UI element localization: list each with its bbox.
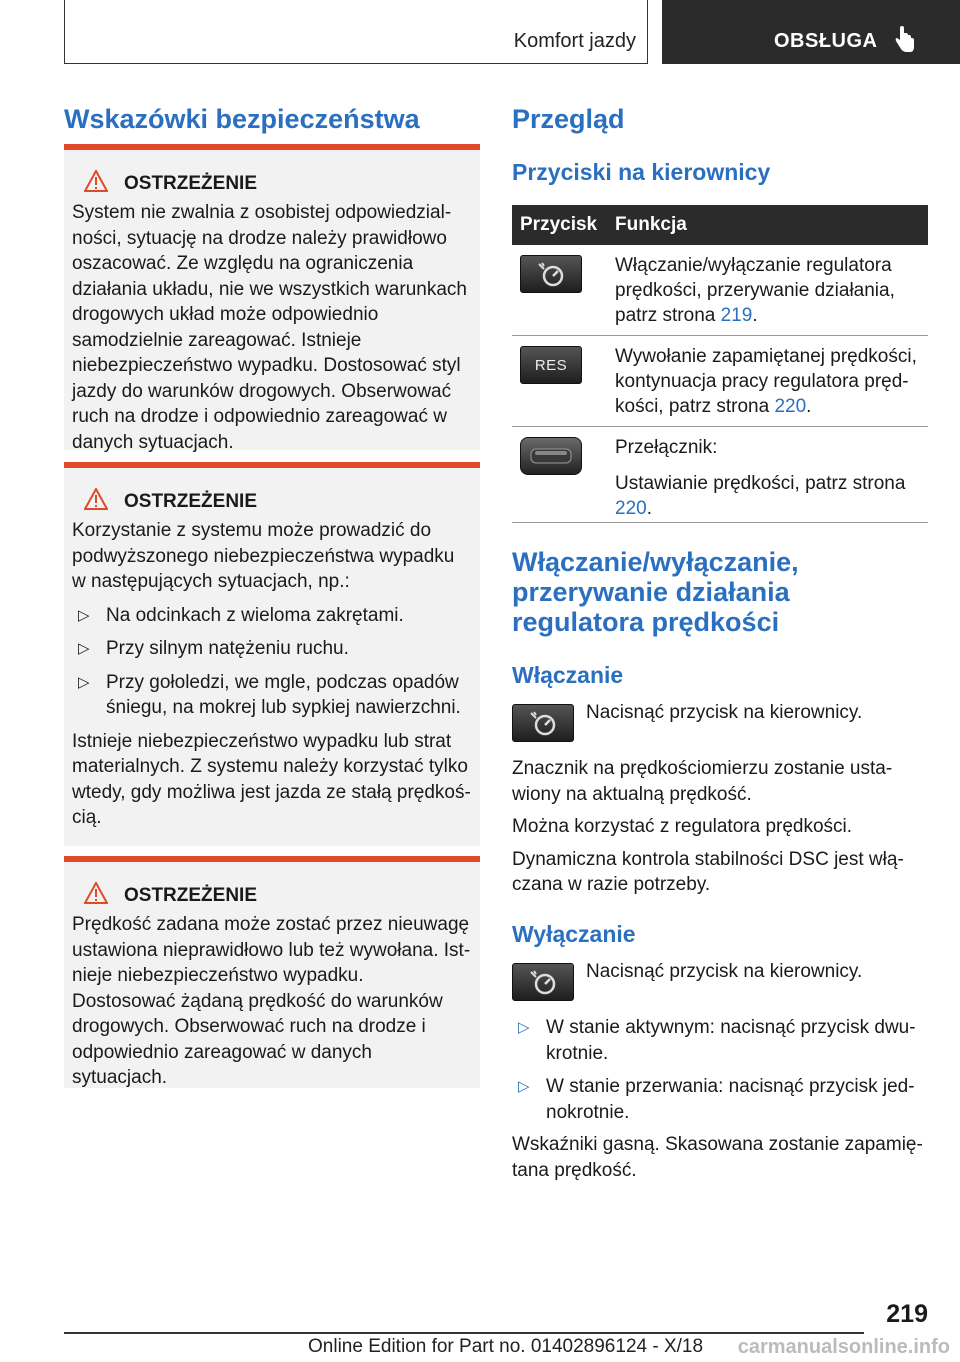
header-chapter-title: OBSŁUGA	[774, 30, 878, 52]
warning-outro: Istnieje niebezpieczeństwo wypadku lub strat materialnych. Z systemu należy korzystać tylko wtedy, gdy możliwa jest jazda ze stałą prędkością.	[72, 730, 471, 828]
warning-box-1	[64, 144, 480, 453]
table-row: RES Wywołanie zapamiętanej prędkości, kontynuacja pracy regulatora prędkości, patrz strona 220.	[512, 336, 928, 427]
table-row: Przełącznik: Ustawianie prędkości, patrz strona 220.	[512, 427, 928, 523]
triangle-bullet-icon: ▷	[518, 1019, 530, 1036]
table-header: Przycisk Funkcja	[512, 205, 928, 245]
list-item: ▷ Przy gołoledzi, we mgle, podczas opadów śniegu, na mokrej lub sypkiej nawierzchni.	[72, 670, 472, 721]
overview-title: Przegląd	[512, 104, 625, 134]
res-button-icon: RES	[520, 346, 582, 384]
safety-title: Wskazówki bezpieczeństwa	[64, 104, 420, 134]
footer-edition: Online Edition for Part no. 01402896124 - X/18	[308, 1336, 704, 1357]
warning-title: OSTRZEŻENIE	[124, 173, 258, 194]
buttons-table	[512, 205, 928, 523]
pointing-hand-icon	[894, 26, 916, 59]
header-chapter-tab	[662, 0, 960, 64]
table-row: Włączanie/wyłączanie regulatora prędkości, przerywanie działania, patrz strona 219.	[512, 245, 928, 336]
switch-on-title: Włączanie	[512, 662, 624, 688]
switch-off-title: Wyłączanie	[512, 921, 636, 947]
rocker-switch-icon	[520, 437, 582, 475]
triangle-bullet-icon: ▷	[78, 606, 90, 624]
warning-triangle-icon	[84, 170, 108, 198]
warning-intro: Korzystanie z systemu może prowadzić do podwyższonego niebezpieczeństwa wypadku w następujących sytuacjach, np.:	[72, 520, 455, 592]
triangle-bullet-icon: ▷	[78, 673, 90, 691]
steering-buttons-subtitle: Przyciski na kierownicy	[512, 159, 771, 185]
switch-on-text: Znacznik na prędkościomierzu zostanie ustawiony na aktualną prędkość. Można korzystać z regulatora prędkości. Dynamiczna kontrola stabilności DSC jest włączana w razie potrzeby.	[512, 758, 904, 895]
page-link[interactable]: 219	[720, 305, 753, 326]
warning-text: Prędkość zadana może zostać przez nieuwagę ustawiona nieprawidłowo lub też wywołana. Istnieje niebezpieczeństwo wypadku. Dostosować żądaną prędkość do warunków drogowych. Obserwować ruch na drodze i odpowiednio zareagować w danych sytuacjach.	[72, 914, 471, 1088]
list-item: ▷ W stanie aktywnym: nacisnąć przycisk dwukrotnie.	[512, 1015, 928, 1066]
section-cruise-toggle-title: Włączanie/wyłączanie, przerywanie działania regulatora prędkości	[512, 547, 799, 637]
cruise-control-button-icon	[520, 255, 582, 293]
triangle-bullet-icon: ▷	[78, 640, 90, 657]
page-link[interactable]: 220	[615, 498, 647, 519]
warning-triangle-icon	[84, 488, 108, 516]
watermark: carmanualsonline.info	[737, 1336, 950, 1358]
warning-title: OSTRZEŻENIE	[124, 491, 258, 512]
page-link[interactable]: 220	[774, 396, 807, 417]
footer-divider	[64, 1332, 864, 1334]
triangle-bullet-icon: ▷	[518, 1078, 530, 1095]
list-item: ▷ Na odcinkach z wieloma zakrętami.	[72, 603, 472, 629]
warning-box-2	[64, 462, 480, 846]
warning-text: System nie zwalnia z osobistej odpowiedzialności, sytuację na drodze należy prawidłowo oszacować. Ze względu na ograniczenia działania układu, nie we wszystkich warunkach drogowych układ może odpowiednio samodzielnie zareagować. Istnieje niebezpieczeństwo wypadku. Dostosować styl jazdy do warunków drogowych. Obserwować ruch na drodze i odpowiednio zareagować w danych sytuacjach.	[72, 202, 467, 453]
cruise-control-button-icon	[512, 963, 574, 1001]
cruise-control-button-icon	[512, 704, 574, 742]
warning-title: OSTRZEŻENIE	[124, 885, 258, 906]
switch-off-instruction: Nacisnąć przycisk na kierownicy.	[512, 963, 928, 1001]
warning-triangle-icon	[84, 882, 108, 910]
switch-off-text: ▷ W stanie aktywnym: nacisnąć przycisk dwukrotnie. ▷ W stanie przerwania: nacisnąć przycisk jednokrotnie. Wskaźniki gasną. Skasowana zostanie zapamiętana prędkość.	[512, 1015, 928, 1183]
page-number: 219	[886, 1300, 928, 1328]
warning-box-3	[64, 856, 480, 1088]
list-item: ▷ Przy silnym natężeniu ruchu.	[72, 636, 472, 662]
header-section-title: Komfort jazdy	[513, 30, 636, 52]
list-item: ▷ W stanie przerwania: nacisnąć przycisk jednokrotnie.	[512, 1074, 928, 1125]
switch-on-instruction: Nacisnąć przycisk na kierownicy.	[512, 704, 928, 742]
